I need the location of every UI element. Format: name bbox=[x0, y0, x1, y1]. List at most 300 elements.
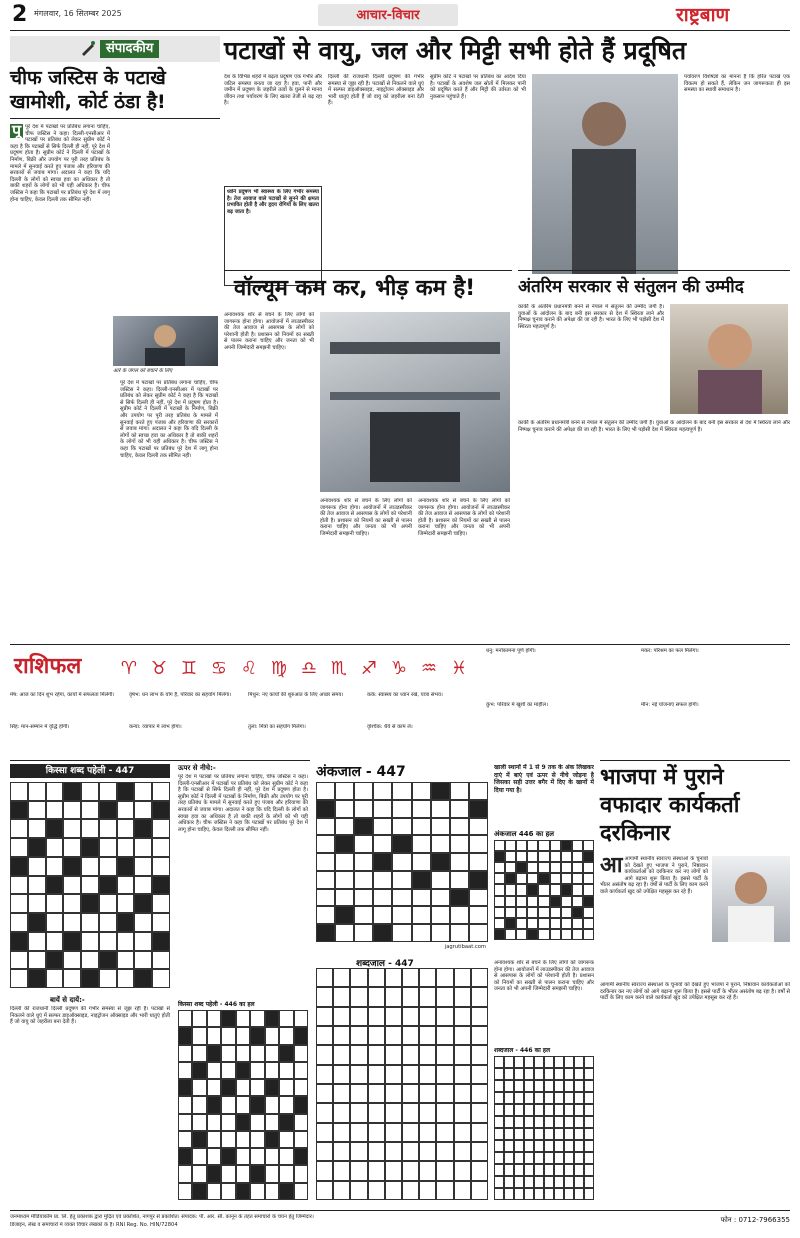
grid-cell[interactable] bbox=[471, 1181, 488, 1200]
grid-cell[interactable] bbox=[436, 1026, 453, 1045]
grid-cell[interactable] bbox=[81, 876, 99, 895]
grid-cell[interactable] bbox=[412, 871, 431, 889]
grid-cell[interactable] bbox=[10, 782, 28, 801]
grid-cell[interactable] bbox=[392, 818, 411, 836]
grid-cell[interactable] bbox=[316, 889, 335, 907]
grid-cell[interactable] bbox=[81, 838, 99, 857]
grid-cell[interactable] bbox=[412, 835, 431, 853]
grid-cell[interactable] bbox=[117, 819, 135, 838]
grid-cell[interactable] bbox=[134, 951, 152, 970]
grid-cell[interactable] bbox=[117, 894, 135, 913]
grid-cell[interactable] bbox=[10, 819, 28, 838]
grid-cell[interactable] bbox=[117, 876, 135, 895]
grid-cell[interactable] bbox=[412, 800, 431, 818]
grid-cell[interactable] bbox=[402, 1084, 419, 1103]
grid-cell[interactable] bbox=[402, 1123, 419, 1142]
grid-cell[interactable] bbox=[28, 838, 46, 857]
grid-cell[interactable] bbox=[373, 782, 392, 800]
grid-cell[interactable] bbox=[134, 894, 152, 913]
grid-cell[interactable] bbox=[419, 987, 436, 1006]
grid-cell[interactable] bbox=[46, 857, 64, 876]
grid-cell[interactable] bbox=[419, 1045, 436, 1064]
grid-cell[interactable] bbox=[335, 835, 354, 853]
grid-cell[interactable] bbox=[368, 1084, 385, 1103]
grid-cell[interactable] bbox=[117, 951, 135, 970]
grid-cell[interactable] bbox=[450, 835, 469, 853]
grid-cell[interactable] bbox=[117, 913, 135, 932]
grid-cell[interactable] bbox=[335, 782, 354, 800]
grid-cell[interactable] bbox=[117, 932, 135, 951]
grid-cell[interactable] bbox=[152, 932, 170, 951]
grid-cell[interactable] bbox=[152, 969, 170, 988]
grid-cell[interactable] bbox=[436, 1103, 453, 1122]
grid-cell[interactable] bbox=[392, 800, 411, 818]
grid-cell[interactable] bbox=[134, 819, 152, 838]
grid-cell[interactable] bbox=[350, 1142, 367, 1161]
grid-cell[interactable] bbox=[471, 1142, 488, 1161]
grid-cell[interactable] bbox=[402, 1161, 419, 1180]
grid-cell[interactable] bbox=[28, 932, 46, 951]
grid-cell[interactable] bbox=[368, 1142, 385, 1161]
grid-cell[interactable] bbox=[419, 1142, 436, 1161]
grid-cell[interactable] bbox=[450, 853, 469, 871]
grid-cell[interactable] bbox=[316, 968, 333, 987]
grid-cell[interactable] bbox=[450, 818, 469, 836]
grid-cell[interactable] bbox=[450, 800, 469, 818]
grid-cell[interactable] bbox=[431, 782, 450, 800]
grid-cell[interactable] bbox=[419, 1026, 436, 1045]
grid-cell[interactable] bbox=[99, 838, 117, 857]
grid-cell[interactable] bbox=[81, 857, 99, 876]
grid-cell[interactable] bbox=[392, 835, 411, 853]
grid-cell[interactable] bbox=[385, 968, 402, 987]
grid-cell[interactable] bbox=[46, 932, 64, 951]
grid-cell[interactable] bbox=[28, 969, 46, 988]
grid-cell[interactable] bbox=[28, 857, 46, 876]
grid-cell[interactable] bbox=[316, 1026, 333, 1045]
grid-cell[interactable] bbox=[385, 1161, 402, 1180]
grid-cell[interactable] bbox=[368, 1123, 385, 1142]
grid-cell[interactable] bbox=[81, 932, 99, 951]
grid-cell[interactable] bbox=[333, 987, 350, 1006]
grid-cell[interactable] bbox=[81, 782, 99, 801]
grid-cell[interactable] bbox=[117, 801, 135, 820]
grid-cell[interactable] bbox=[354, 800, 373, 818]
grid-cell[interactable] bbox=[81, 819, 99, 838]
grid-cell[interactable] bbox=[81, 913, 99, 932]
grid-cell[interactable] bbox=[471, 1065, 488, 1084]
grid-cell[interactable] bbox=[152, 801, 170, 820]
grid-cell[interactable] bbox=[350, 1161, 367, 1180]
grid-cell[interactable] bbox=[335, 800, 354, 818]
grid-cell[interactable] bbox=[316, 871, 335, 889]
grid-cell[interactable] bbox=[63, 857, 81, 876]
grid-cell[interactable] bbox=[28, 876, 46, 895]
grid-cell[interactable] bbox=[63, 894, 81, 913]
grid-cell[interactable] bbox=[46, 951, 64, 970]
grid-cell[interactable] bbox=[454, 1123, 471, 1142]
grid-cell[interactable] bbox=[368, 1103, 385, 1122]
grid-cell[interactable] bbox=[419, 1161, 436, 1180]
grid-cell[interactable] bbox=[373, 906, 392, 924]
grid-cell[interactable] bbox=[316, 1045, 333, 1064]
grid-cell[interactable] bbox=[469, 871, 488, 889]
grid-cell[interactable] bbox=[333, 1181, 350, 1200]
grid-cell[interactable] bbox=[373, 835, 392, 853]
grid-cell[interactable] bbox=[333, 1026, 350, 1045]
grid-cell[interactable] bbox=[99, 932, 117, 951]
grid-cell[interactable] bbox=[412, 782, 431, 800]
grid-cell[interactable] bbox=[316, 1181, 333, 1200]
grid-cell[interactable] bbox=[63, 951, 81, 970]
grid-cell[interactable] bbox=[46, 913, 64, 932]
grid-cell[interactable] bbox=[134, 782, 152, 801]
grid-cell[interactable] bbox=[28, 801, 46, 820]
grid-cell[interactable] bbox=[385, 1103, 402, 1122]
grid-cell[interactable] bbox=[454, 1103, 471, 1122]
grid-cell[interactable] bbox=[152, 894, 170, 913]
grid-cell[interactable] bbox=[436, 1084, 453, 1103]
grid-cell[interactable] bbox=[333, 968, 350, 987]
grid-cell[interactable] bbox=[392, 924, 411, 942]
grid-cell[interactable] bbox=[373, 889, 392, 907]
grid-cell[interactable] bbox=[431, 924, 450, 942]
grid-cell[interactable] bbox=[402, 1142, 419, 1161]
grid-cell[interactable] bbox=[10, 838, 28, 857]
grid-cell[interactable] bbox=[385, 987, 402, 1006]
grid-cell[interactable] bbox=[402, 1181, 419, 1200]
grid-cell[interactable] bbox=[99, 969, 117, 988]
grid-cell[interactable] bbox=[316, 835, 335, 853]
grid-cell[interactable] bbox=[335, 924, 354, 942]
grid-cell[interactable] bbox=[373, 853, 392, 871]
grid-cell[interactable] bbox=[354, 871, 373, 889]
grid-cell[interactable] bbox=[152, 782, 170, 801]
grid-cell[interactable] bbox=[368, 1007, 385, 1026]
grid-cell[interactable] bbox=[412, 853, 431, 871]
grid-cell[interactable] bbox=[368, 968, 385, 987]
grid-cell[interactable] bbox=[471, 1084, 488, 1103]
grid-cell[interactable] bbox=[368, 1161, 385, 1180]
grid-cell[interactable] bbox=[392, 782, 411, 800]
grid-cell[interactable] bbox=[350, 1181, 367, 1200]
grid-cell[interactable] bbox=[385, 1007, 402, 1026]
grid-cell[interactable] bbox=[469, 924, 488, 942]
grid-cell[interactable] bbox=[402, 987, 419, 1006]
grid-cell[interactable] bbox=[46, 894, 64, 913]
grid-cell[interactable] bbox=[316, 906, 335, 924]
grid-cell[interactable] bbox=[431, 906, 450, 924]
grid-cell[interactable] bbox=[10, 801, 28, 820]
grid-cell[interactable] bbox=[333, 1142, 350, 1161]
grid-cell[interactable] bbox=[402, 1045, 419, 1064]
grid-cell[interactable] bbox=[10, 857, 28, 876]
grid-cell[interactable] bbox=[471, 1026, 488, 1045]
grid-cell[interactable] bbox=[10, 876, 28, 895]
grid-cell[interactable] bbox=[454, 1161, 471, 1180]
grid-cell[interactable] bbox=[350, 1026, 367, 1045]
grid-cell[interactable] bbox=[368, 1045, 385, 1064]
grid-cell[interactable] bbox=[99, 857, 117, 876]
grid-cell[interactable] bbox=[471, 1045, 488, 1064]
grid-cell[interactable] bbox=[81, 969, 99, 988]
grid-cell[interactable] bbox=[28, 951, 46, 970]
grid-cell[interactable] bbox=[335, 889, 354, 907]
grid-cell[interactable] bbox=[10, 969, 28, 988]
grid-cell[interactable] bbox=[385, 1065, 402, 1084]
grid-cell[interactable] bbox=[385, 1045, 402, 1064]
ankjaal-grid[interactable] bbox=[316, 782, 488, 942]
grid-cell[interactable] bbox=[152, 838, 170, 857]
grid-cell[interactable] bbox=[99, 894, 117, 913]
grid-cell[interactable] bbox=[335, 871, 354, 889]
grid-cell[interactable] bbox=[368, 1065, 385, 1084]
grid-cell[interactable] bbox=[392, 853, 411, 871]
grid-cell[interactable] bbox=[81, 894, 99, 913]
grid-cell[interactable] bbox=[99, 801, 117, 820]
grid-cell[interactable] bbox=[99, 913, 117, 932]
grid-cell[interactable] bbox=[335, 818, 354, 836]
grid-cell[interactable] bbox=[385, 1026, 402, 1045]
grid-cell[interactable] bbox=[454, 1065, 471, 1084]
grid-cell[interactable] bbox=[412, 889, 431, 907]
grid-cell[interactable] bbox=[134, 969, 152, 988]
grid-cell[interactable] bbox=[10, 913, 28, 932]
grid-cell[interactable] bbox=[99, 951, 117, 970]
grid-cell[interactable] bbox=[373, 924, 392, 942]
grid-cell[interactable] bbox=[436, 1007, 453, 1026]
grid-cell[interactable] bbox=[373, 800, 392, 818]
grid-cell[interactable] bbox=[350, 1045, 367, 1064]
grid-cell[interactable] bbox=[419, 1181, 436, 1200]
grid-cell[interactable] bbox=[63, 969, 81, 988]
grid-cell[interactable] bbox=[117, 782, 135, 801]
grid-cell[interactable] bbox=[350, 968, 367, 987]
grid-cell[interactable] bbox=[63, 819, 81, 838]
grid-cell[interactable] bbox=[28, 819, 46, 838]
grid-cell[interactable] bbox=[134, 857, 152, 876]
grid-cell[interactable] bbox=[402, 1065, 419, 1084]
grid-cell[interactable] bbox=[436, 1045, 453, 1064]
grid-cell[interactable] bbox=[454, 987, 471, 1006]
grid-cell[interactable] bbox=[392, 871, 411, 889]
grid-cell[interactable] bbox=[392, 889, 411, 907]
grid-cell[interactable] bbox=[450, 889, 469, 907]
crossword-grid[interactable] bbox=[10, 782, 170, 988]
grid-cell[interactable] bbox=[350, 1007, 367, 1026]
grid-cell[interactable] bbox=[419, 1123, 436, 1142]
grid-cell[interactable] bbox=[152, 951, 170, 970]
grid-cell[interactable] bbox=[354, 782, 373, 800]
grid-cell[interactable] bbox=[471, 1123, 488, 1142]
grid-cell[interactable] bbox=[63, 782, 81, 801]
grid-cell[interactable] bbox=[471, 987, 488, 1006]
grid-cell[interactable] bbox=[385, 1181, 402, 1200]
grid-cell[interactable] bbox=[454, 1181, 471, 1200]
grid-cell[interactable] bbox=[454, 1084, 471, 1103]
grid-cell[interactable] bbox=[419, 1007, 436, 1026]
grid-cell[interactable] bbox=[117, 857, 135, 876]
grid-cell[interactable] bbox=[134, 876, 152, 895]
grid-cell[interactable] bbox=[81, 951, 99, 970]
grid-cell[interactable] bbox=[46, 969, 64, 988]
grid-cell[interactable] bbox=[333, 1161, 350, 1180]
grid-cell[interactable] bbox=[469, 906, 488, 924]
grid-cell[interactable] bbox=[436, 987, 453, 1006]
grid-cell[interactable] bbox=[412, 906, 431, 924]
grid-cell[interactable] bbox=[436, 968, 453, 987]
grid-cell[interactable] bbox=[81, 801, 99, 820]
grid-cell[interactable] bbox=[469, 818, 488, 836]
grid-cell[interactable] bbox=[152, 876, 170, 895]
grid-cell[interactable] bbox=[28, 913, 46, 932]
grid-cell[interactable] bbox=[354, 853, 373, 871]
grid-cell[interactable] bbox=[28, 782, 46, 801]
grid-cell[interactable] bbox=[431, 800, 450, 818]
grid-cell[interactable] bbox=[316, 1123, 333, 1142]
grid-cell[interactable] bbox=[63, 838, 81, 857]
grid-cell[interactable] bbox=[469, 782, 488, 800]
grid-cell[interactable] bbox=[354, 906, 373, 924]
grid-cell[interactable] bbox=[10, 951, 28, 970]
grid-cell[interactable] bbox=[469, 800, 488, 818]
grid-cell[interactable] bbox=[454, 1142, 471, 1161]
grid-cell[interactable] bbox=[385, 1084, 402, 1103]
grid-cell[interactable] bbox=[385, 1123, 402, 1142]
grid-cell[interactable] bbox=[431, 871, 450, 889]
grid-cell[interactable] bbox=[354, 889, 373, 907]
grid-cell[interactable] bbox=[63, 932, 81, 951]
grid-cell[interactable] bbox=[454, 968, 471, 987]
grid-cell[interactable] bbox=[350, 1123, 367, 1142]
grid-cell[interactable] bbox=[450, 924, 469, 942]
grid-cell[interactable] bbox=[350, 1084, 367, 1103]
grid-cell[interactable] bbox=[368, 1026, 385, 1045]
grid-cell[interactable] bbox=[117, 969, 135, 988]
grid-cell[interactable] bbox=[316, 782, 335, 800]
grid-cell[interactable] bbox=[436, 1123, 453, 1142]
grid-cell[interactable] bbox=[354, 924, 373, 942]
grid-cell[interactable] bbox=[402, 968, 419, 987]
grid-cell[interactable] bbox=[316, 853, 335, 871]
shabdjaal-grid[interactable] bbox=[316, 968, 488, 1200]
grid-cell[interactable] bbox=[333, 1045, 350, 1064]
grid-cell[interactable] bbox=[152, 857, 170, 876]
grid-cell[interactable] bbox=[419, 1065, 436, 1084]
grid-cell[interactable] bbox=[469, 835, 488, 853]
grid-cell[interactable] bbox=[335, 906, 354, 924]
grid-cell[interactable] bbox=[412, 818, 431, 836]
grid-cell[interactable] bbox=[46, 838, 64, 857]
grid-cell[interactable] bbox=[316, 1103, 333, 1122]
grid-cell[interactable] bbox=[402, 1007, 419, 1026]
grid-cell[interactable] bbox=[454, 1007, 471, 1026]
grid-cell[interactable] bbox=[354, 818, 373, 836]
grid-cell[interactable] bbox=[450, 906, 469, 924]
grid-cell[interactable] bbox=[350, 987, 367, 1006]
grid-cell[interactable] bbox=[373, 818, 392, 836]
grid-cell[interactable] bbox=[99, 782, 117, 801]
grid-cell[interactable] bbox=[368, 987, 385, 1006]
grid-cell[interactable] bbox=[373, 871, 392, 889]
grid-cell[interactable] bbox=[419, 1103, 436, 1122]
grid-cell[interactable] bbox=[436, 1142, 453, 1161]
grid-cell[interactable] bbox=[316, 987, 333, 1006]
grid-cell[interactable] bbox=[152, 819, 170, 838]
grid-cell[interactable] bbox=[99, 876, 117, 895]
grid-cell[interactable] bbox=[316, 1161, 333, 1180]
grid-cell[interactable] bbox=[63, 876, 81, 895]
grid-cell[interactable] bbox=[46, 801, 64, 820]
grid-cell[interactable] bbox=[117, 838, 135, 857]
grid-cell[interactable] bbox=[46, 819, 64, 838]
grid-cell[interactable] bbox=[333, 1007, 350, 1026]
grid-cell[interactable] bbox=[412, 924, 431, 942]
grid-cell[interactable] bbox=[333, 1123, 350, 1142]
grid-cell[interactable] bbox=[333, 1065, 350, 1084]
grid-cell[interactable] bbox=[316, 1142, 333, 1161]
grid-cell[interactable] bbox=[436, 1161, 453, 1180]
grid-cell[interactable] bbox=[316, 1065, 333, 1084]
grid-cell[interactable] bbox=[431, 889, 450, 907]
grid-cell[interactable] bbox=[469, 889, 488, 907]
grid-cell[interactable] bbox=[350, 1103, 367, 1122]
grid-cell[interactable] bbox=[134, 801, 152, 820]
grid-cell[interactable] bbox=[316, 1007, 333, 1026]
grid-cell[interactable] bbox=[46, 782, 64, 801]
grid-cell[interactable] bbox=[134, 932, 152, 951]
grid-cell[interactable] bbox=[471, 1161, 488, 1180]
grid-cell[interactable] bbox=[431, 818, 450, 836]
grid-cell[interactable] bbox=[335, 853, 354, 871]
grid-cell[interactable] bbox=[368, 1181, 385, 1200]
grid-cell[interactable] bbox=[333, 1084, 350, 1103]
grid-cell[interactable] bbox=[469, 853, 488, 871]
grid-cell[interactable] bbox=[99, 819, 117, 838]
grid-cell[interactable] bbox=[450, 782, 469, 800]
grid-cell[interactable] bbox=[63, 913, 81, 932]
grid-cell[interactable] bbox=[392, 906, 411, 924]
grid-cell[interactable] bbox=[419, 968, 436, 987]
grid-cell[interactable] bbox=[454, 1045, 471, 1064]
grid-cell[interactable] bbox=[316, 924, 335, 942]
grid-cell[interactable] bbox=[471, 1007, 488, 1026]
grid-cell[interactable] bbox=[134, 838, 152, 857]
grid-cell[interactable] bbox=[134, 913, 152, 932]
grid-cell[interactable] bbox=[419, 1084, 436, 1103]
grid-cell[interactable] bbox=[28, 894, 46, 913]
grid-cell[interactable] bbox=[46, 876, 64, 895]
grid-cell[interactable] bbox=[450, 871, 469, 889]
grid-cell[interactable] bbox=[471, 1103, 488, 1122]
grid-cell[interactable] bbox=[454, 1026, 471, 1045]
grid-cell[interactable] bbox=[63, 801, 81, 820]
grid-cell[interactable] bbox=[436, 1181, 453, 1200]
grid-cell[interactable] bbox=[10, 894, 28, 913]
grid-cell[interactable] bbox=[431, 835, 450, 853]
grid-cell[interactable] bbox=[333, 1103, 350, 1122]
grid-cell[interactable] bbox=[402, 1026, 419, 1045]
grid-cell[interactable] bbox=[316, 818, 335, 836]
grid-cell[interactable] bbox=[10, 932, 28, 951]
grid-cell[interactable] bbox=[316, 800, 335, 818]
grid-cell[interactable] bbox=[385, 1142, 402, 1161]
grid-cell[interactable] bbox=[471, 968, 488, 987]
grid-cell[interactable] bbox=[402, 1103, 419, 1122]
grid-cell[interactable] bbox=[354, 835, 373, 853]
grid-cell[interactable] bbox=[152, 913, 170, 932]
grid-cell[interactable] bbox=[431, 853, 450, 871]
